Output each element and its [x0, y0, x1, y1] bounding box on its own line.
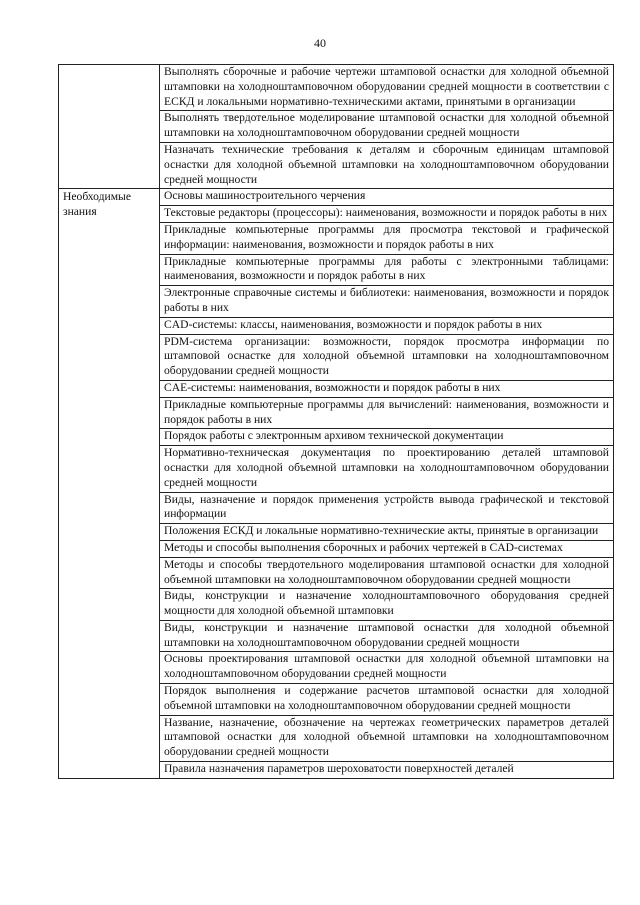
table-cell: Прикладные компьютерные программы для работы с электронными таблицами: наименования, возможности и порядок работы в них	[160, 254, 614, 286]
table-cell: Выполнять сборочные и рабочие чертежи штамповой оснастки для холодной объемной штамповки на холодноштамповочном оборудовании средней мощности в соответствии с ЕСКД и локальными нормативно-техническими актами, принятыми в организации	[160, 65, 614, 111]
section-label: Необходимые знания	[63, 190, 131, 219]
table-cell: CAE-системы: наименования, возможности и порядок работы в них	[160, 380, 614, 397]
table-cell: Порядок работы с электронным архивом технической документации	[160, 429, 614, 446]
skills-section	[59, 65, 614, 189]
table-cell: Основы машиностроительного черчения	[160, 189, 614, 206]
knowledge-section	[59, 189, 614, 779]
table-cell: Прикладные компьютерные программы для просмотра текстовой и графической информации: наименования, возможности и порядок работы в них	[160, 222, 614, 254]
competency-table	[58, 64, 614, 779]
skills-label-cell	[59, 65, 160, 189]
table-cell: Назначать технические требования к деталям и сборочным единицам штамповой оснастки для холодной объемной штамповки на холодноштамповочном оборудовании средней мощности	[160, 142, 614, 188]
table-row	[59, 65, 614, 111]
table-cell: Основы проектирования штамповой оснастки для холодной объемной штамповки на холодноштамповочном оборудовании средней мощности	[160, 652, 614, 684]
table-cell: Виды, конструкции и назначение холодноштамповочного оборудования средней мощности для холодной объемной штамповки	[160, 589, 614, 621]
table-cell: Название, назначение, обозначение на чертежах геометрических параметров деталей штамповой оснастки для холодной объемной штамповки на холодноштамповочном оборудовании средней мощности	[160, 715, 614, 761]
table-cell: Методы и способы твердотельного моделирования штамповой оснастки для холодной объемной штамповки на холодноштамповочном оборудовании средней мощности	[160, 557, 614, 589]
table-cell: Положения ЕСКД и локальные нормативно-технические акты, принятые в организации	[160, 524, 614, 541]
table-cell: Виды, конструкции и назначение штамповой оснастки для холодной объемной штамповки на холодноштамповочном оборудовании средней мощности	[160, 620, 614, 652]
table-cell: Методы и способы выполнения сборочных и рабочих чертежей в CAD-системах	[160, 540, 614, 557]
table-cell: CAD-системы: классы, наименования, возможности и порядок работы в них	[160, 317, 614, 334]
table-cell: Виды, назначение и порядок применения устройств вывода графической и текстовой информации	[160, 492, 614, 524]
table-cell: Нормативно-техническая документация по проектированию деталей штамповой оснастки для холодной объемной штамповки на холодноштамповочном оборудовании средней мощности	[160, 446, 614, 492]
table-cell: Прикладные компьютерные программы для вычислений: наименования, возможности и порядок работы в них	[160, 397, 614, 429]
table-row	[59, 189, 614, 206]
table-cell: Текстовые редакторы (процессоры): наименования, возможности и порядок работы в них	[160, 206, 614, 223]
table-cell: Порядок выполнения и содержание расчетов штамповой оснастки для холодной объемной штамповки на холодноштамповочном оборудовании средней мощности	[160, 684, 614, 716]
table-cell: Выполнять твердотельное моделирование штамповой оснастки для холодной объемной штамповки на холодноштамповочном оборудовании средней мощности	[160, 111, 614, 143]
knowledge-label-cell	[59, 189, 160, 779]
page-number: 40	[314, 36, 326, 50]
table-cell: PDM-система организации: возможности, порядок просмотра информации по штамповой оснастке для холодной объемной штамповки на холодноштамповочном оборудовании средней мощности	[160, 334, 614, 380]
table-cell: Правила назначения параметров шероховатости поверхностей деталей	[160, 762, 614, 779]
table-cell: Электронные справочные системы и библиотеки: наименования, возможности и порядок работы в них	[160, 286, 614, 318]
